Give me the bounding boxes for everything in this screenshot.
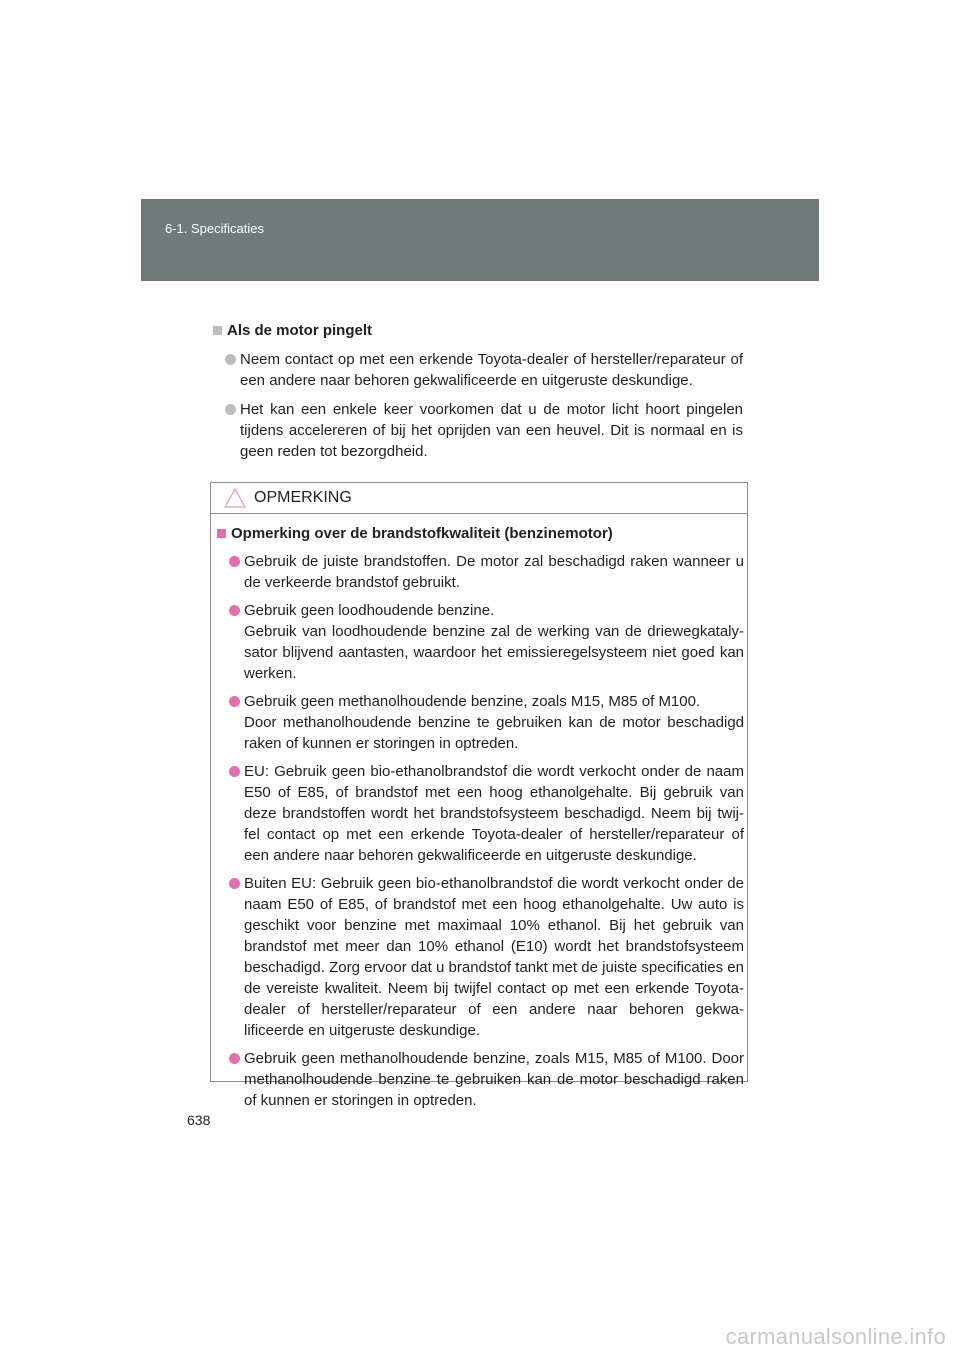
bullet-dot-icon (229, 1053, 240, 1064)
list-item: EU: Gebruik geen bio-ethanolbrandstof die wordt verkocht onder de naam E50 of E85, of brandstof met een hoog ethanolgehalte. Bij gebruik van deze brandstoffen wordt het brandstofsysteem beschadigd. Neem bij twij-fel contact op met een erkende Toyota-dealer of hersteller/reparateur of een andere naar behoren gekwalificeerde en uitgeruste deskundige. (217, 761, 744, 866)
bullet-dot-icon (225, 404, 236, 415)
list-item: Gebruik geen methanolhoudende benzine, zoals M15, M85 of M100. Door methanolhoudende benzine te gebruiken kan de motor beschadigd raken of kunnen er storingen in optreden. (217, 691, 744, 754)
notice-body (217, 523, 744, 1111)
list-item: Buiten EU: Gebruik geen bio-ethanolbrandstof die wordt verkocht onder de naam E50 of E85, of brandstof met een hoog ethanolgehalte. Uw auto is geschikt voor benzine met maximaal 10% ethanol. Bij het gebruik van brandstof met meer dan 10% ethanol (E10) wordt het brandstofsysteem beschadigd. Zorg ervoor dat u brandstof tankt met de juiste specificaties en de vereiste kwaliteit. Neem bij twijfel contact op met een erkende Toyota-dealer of hersteller/reparateur of een andere naar behoren gekwa-lificeerde en uitgeruste deskundige. (217, 873, 744, 1041)
section-label: 6-1. Specificaties (165, 221, 264, 236)
section-heading: Als de motor pingelt (213, 320, 743, 341)
bullet-dot-icon (229, 556, 240, 567)
page-number: 638 (187, 1112, 211, 1128)
list-item: Het kan een enkele keer voorkomen dat u de motor licht hoort pingelen tijdens accelereren of bij het oprijden van een heuvel. Dit is normaal en is geen reden tot bezorgdheid. (213, 399, 743, 462)
bullet-dot-icon (229, 605, 240, 616)
list-item: Gebruik geen loodhoudende benzine. Gebruik van loodhoudende benzine zal de werking van de driewegkataly-sator blijvend aantasten, waardoor het emissieregelsysteem niet goed kan werken. (217, 600, 744, 684)
bullet-dot-icon (229, 696, 240, 707)
list-item: Gebruik geen methanolhoudende benzine, zoals M15, M85 of M100. Door methanolhoudende benzine te gebruiken kan de motor beschadigd raken of kunnen er storingen in optreden. (217, 1048, 744, 1111)
notice-title: OPMERKING (254, 489, 352, 506)
section-header-band (141, 199, 819, 281)
bullet-dot-icon (229, 878, 240, 889)
warning-triangle-icon (224, 488, 246, 508)
notice-box (210, 482, 748, 1109)
bullet-dot-icon (225, 354, 236, 365)
list-item: Neem contact op met een erkende Toyota-dealer of hersteller/reparateur of een andere naar behoren gekwalificeerde en uitgeruste deskundige. (213, 349, 743, 391)
square-bullet-icon (217, 529, 226, 538)
list-item: Gebruik de juiste brandstoffen. De motor zal beschadigd raken wanneer u de verkeerde brandstof gebruikt. (217, 551, 744, 593)
section-motor-pingelt (213, 320, 743, 462)
notice-title-row (211, 483, 747, 514)
footer-watermark: carmanualsonline.info (725, 1324, 946, 1349)
notice-heading: Opmerking over de brandstofkwaliteit (benzinemotor) (217, 523, 744, 544)
square-bullet-icon (213, 326, 222, 335)
bullet-dot-icon (229, 766, 240, 777)
